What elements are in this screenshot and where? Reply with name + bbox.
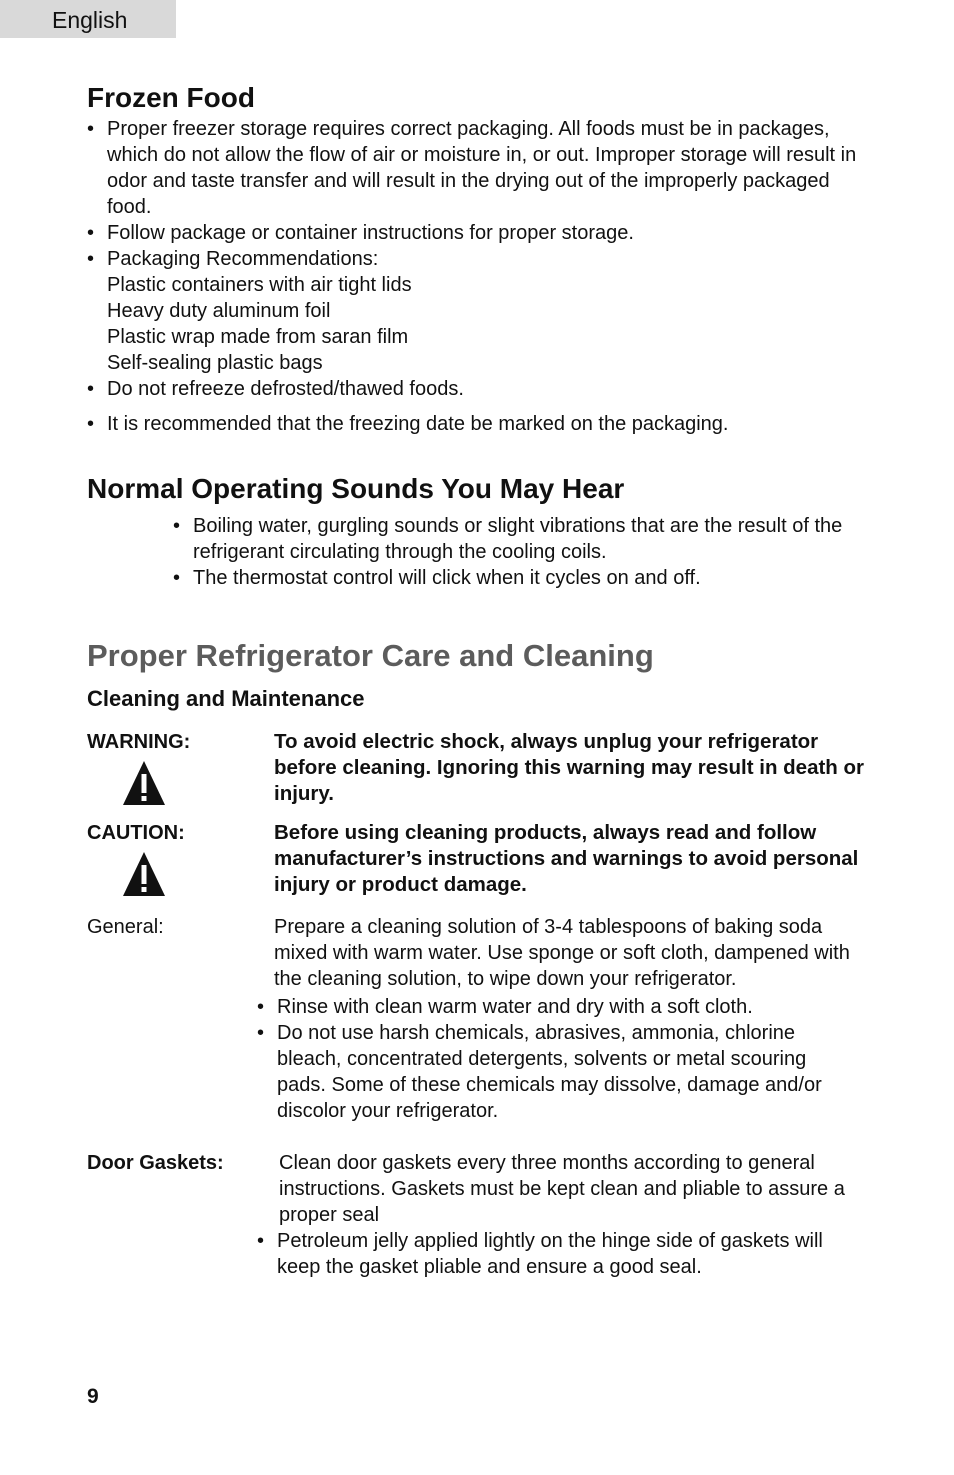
list-item: • Petroleum jelly applied lightly on the hinge side of gaskets will keep the gasket pliable and ensure a good seal.	[257, 1230, 823, 1278]
list-item: • Proper freezer storage requires correct packaging. All foods must be in packages, which do not allow the flow of air or moisture in, or out. Improper storage will result in odor and taste transfer and will result in the drying out of the improperly packaged food.	[87, 118, 857, 218]
door-gaskets-label: Door Gaskets:	[87, 1152, 224, 1174]
list-item: • Follow package or container instructions for proper storage.	[87, 222, 634, 244]
frozen-food-heading: Frozen Food	[87, 82, 255, 113]
packaging-recommendation: Plastic wrap made from saran film	[107, 326, 409, 348]
frozen-food-list	[87, 116, 867, 437]
list-item: • Boiling water, gurgling sounds or slight vibrations that are the result of the refrigerant circulating through the cooling coils.	[173, 515, 843, 563]
warning-text: To avoid electric shock, always unplug your refrigerator before cleaning. Ignoring this warning may result in death or injury.	[274, 730, 865, 805]
door-gaskets-list	[257, 1228, 857, 1280]
general-list	[257, 994, 857, 1124]
sounds-heading: Normal Operating Sounds You May Hear	[87, 473, 625, 504]
packaging-recommendation: Self-sealing plastic bags	[107, 352, 323, 374]
cleaning-subheading: Cleaning and Maintenance	[87, 686, 365, 711]
warning-label: WARNING:	[87, 731, 191, 753]
packaging-recommendation: Heavy duty aluminum foil	[107, 300, 331, 322]
packaging-recommendation: Plastic containers with air tight lids	[107, 274, 412, 296]
list-item: • Do not refreeze defrosted/thawed foods.	[87, 378, 464, 400]
caution-label: CAUTION:	[87, 822, 185, 844]
general-label: General:	[87, 916, 164, 938]
caution-text: Before using cleaning products, always read and follow manufacturer’s instructions and warnings to avoid personal injury or product damage.	[274, 821, 859, 896]
list-item: • It is recommended that the freezing date be marked on the packaging.	[87, 413, 729, 435]
language-tab: English	[0, 0, 176, 38]
list-item: • The thermostat control will click when it cycles on and off.	[173, 567, 701, 589]
general-text: Prepare a cleaning solution of 3-4 tablespoons of baking soda mixed with warm water. Use sponge or soft cloth, dampened with the cleaning solution, to wipe down your refrigerator.	[274, 916, 850, 990]
care-heading: Proper Refrigerator Care and Cleaning	[87, 638, 654, 673]
warning-triangle-icon	[122, 760, 166, 806]
page-number: 9	[87, 1385, 99, 1408]
list-item: • Do not use harsh chemicals, abrasives, ammonia, chlorine bleach, concentrated detergents, solvents or metal scouring pads. Some of these chemicals may dissolve, damage and/or discolor your refrigerator.	[257, 1022, 822, 1122]
sounds-list	[173, 513, 853, 591]
caution-triangle-icon	[122, 851, 166, 897]
list-item: • Rinse with clean warm water and dry with a soft cloth.	[257, 996, 753, 1018]
door-gaskets-text: Clean door gaskets every three months according to general instructions. Gaskets must be kept clean and pliable to assure a proper seal	[279, 1152, 845, 1226]
list-item: • Packaging Recommendations:	[87, 248, 379, 270]
